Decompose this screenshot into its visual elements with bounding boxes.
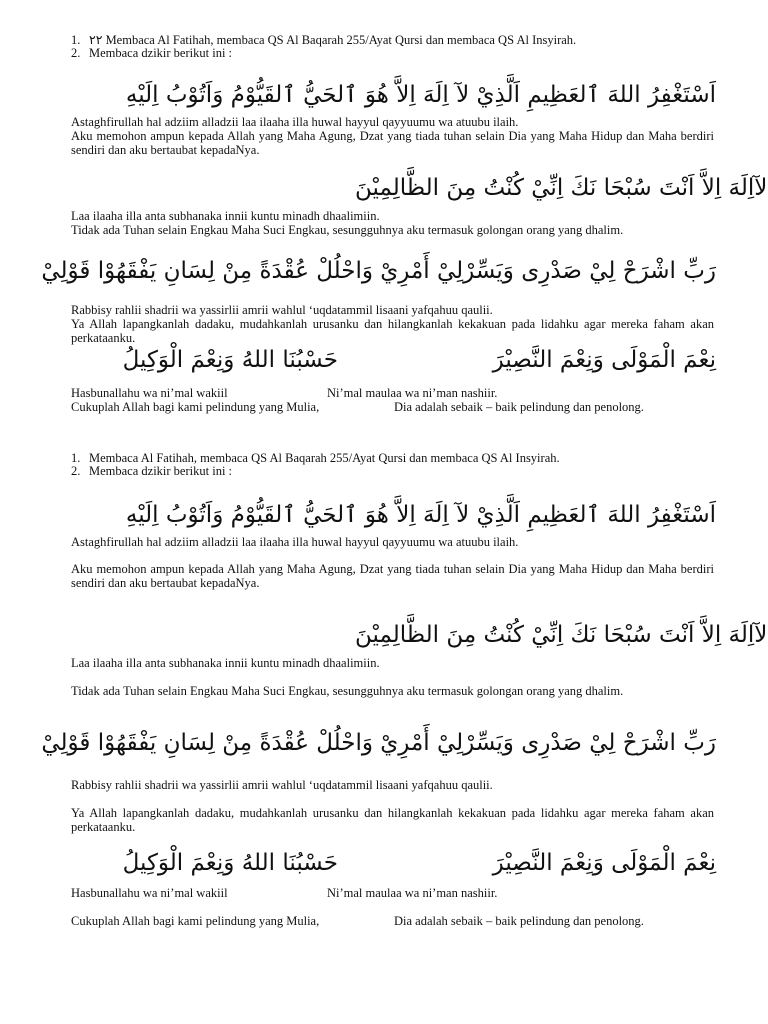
translation-hasbunallah: Cukuplah Allah bagi kami pelindung yang Mulia, xyxy=(71,400,320,414)
translation-hasbunallah: Cukuplah Allah bagi kami pelindung yang Mulia, xyxy=(71,914,320,928)
arabic-istighfar: اَسْتَغْفِرُ اللهَ ٱلعَظِيمِ اَلَّذِيْ لآ اِلَهَ اِلاَّ هُوَ ٱلحَيُّ ٱلقَيُّوْمُ وَاَتُوْبُ اِلَيْهِ xyxy=(125,502,716,528)
translation-rabbisyrah: Ya Allah lapangkanlah dadaku, mudahkanlah urusanku dan hilangkanlah kekakuan pada lidahku agar mereka faham akan perkataanku. xyxy=(71,317,714,345)
translation-tahlil: Tidak ada Tuhan selain Engkau Maha Suci Engkau, sesungguhnya aku termasuk golongan orang yang dhalim. xyxy=(71,223,624,237)
translation-nimal-maula: Dia adalah sebaik – baik pelindung dan penolong. xyxy=(394,400,644,414)
translation-istighfar: Aku memohon ampun kepada Allah yang Maha Agung, Dzat yang tiada tuhan selain Dia yang Maha Hidup dan Maha berdiri sendiri dan aku bertaubat kepadaNya. xyxy=(71,129,714,157)
arabic-hasbunallah: حَسْبُنَا اللهُ وَنِعْمَ الْوَكِيلُ xyxy=(122,347,338,373)
list-item-2 xyxy=(71,464,714,478)
latin-tahlil: Laa ilaaha illa anta subhanaka innii kuntu minadh dhaalimiin. xyxy=(71,656,380,670)
latin-nimal-maula: Ni’mal maulaa wa ni’man nashiir. xyxy=(327,386,498,400)
list-item-1 xyxy=(71,451,714,465)
arabic-tahlil: لآاِلَهَ اِلاَّ اَنْتَ سُبْحَا نَكَ اِنِّيْ كُنْتُ مِنَ الظَّالِمِيْنَ xyxy=(355,175,768,201)
latin-nimal-maula: Ni’mal maulaa wa ni’man nashiir. xyxy=(327,886,498,900)
arabic-istighfar: اَسْتَغْفِرُ اللهَ ٱلعَظِيمِ اَلَّذِيْ لآ اِلَهَ اِلاَّ هُوَ ٱلحَيُّ ٱلقَيُّوْمُ وَاَتُوْبُ اِلَيْهِ xyxy=(125,82,716,108)
translation-tahlil: Tidak ada Tuhan selain Engkau Maha Suci Engkau, sesungguhnya aku termasuk golongan orang yang dhalim. xyxy=(71,684,624,698)
list-number: 2. xyxy=(71,464,81,478)
list-item-2 xyxy=(71,46,714,60)
latin-rabbisyrah: Rabbisy rahlii shadrii wa yassirlii amrii wahlul ‘uqdatammil lisaani yafqahuu qaulii. xyxy=(71,778,493,792)
arabic-hasbunallah: حَسْبُنَا اللهُ وَنِعْمَ الْوَكِيلُ xyxy=(122,850,338,876)
list-number: 2. xyxy=(71,46,81,60)
translation-rabbisyrah: Ya Allah lapangkanlah dadaku, mudahkanlah urusanku dan hilangkanlah kekakuan pada lidahku agar mereka faham akan perkataanku. xyxy=(71,806,714,834)
list-item-1 xyxy=(71,33,714,47)
list-text: Membaca dzikir berikut ini : xyxy=(89,464,233,478)
latin-istighfar: Astaghfirullah hal adziim alladzii laa ilaaha illa huwal hayyul qayyuumu wa atuubu ilaih. xyxy=(71,115,519,129)
latin-istighfar: Astaghfirullah hal adziim alladzii laa ilaaha illa huwal hayyul qayyuumu wa atuubu ilaih. xyxy=(71,535,519,549)
latin-hasbunallah: Hasbunallahu wa ni’mal wakiil xyxy=(71,386,228,400)
list-number: 1. xyxy=(71,451,81,465)
list-text: Membaca Al Fatihah, membaca QS Al Baqarah 255/Ayat Qursi dan membaca QS Al Insyirah. xyxy=(89,451,560,465)
arabic-nimal-maula: نِعْمَ الْمَوْلَى وَنِعْمَ النَّصِيْرَ xyxy=(492,850,716,876)
arabic-tahlil: لآاِلَهَ اِلاَّ اَنْتَ سُبْحَا نَكَ اِنِّيْ كُنْتُ مِنَ الظَّالِمِيْنَ xyxy=(355,622,768,648)
list-number: 1. xyxy=(71,33,81,47)
latin-rabbisyrah: Rabbisy rahlii shadrii wa yassirlii amrii wahlul ‘uqdatammil lisaani yafqahuu qaulii. xyxy=(71,303,493,317)
translation-nimal-maula: Dia adalah sebaik – baik pelindung dan penolong. xyxy=(394,914,644,928)
list-text: Membaca dzikir berikut ini : xyxy=(89,46,233,60)
translation-istighfar: Aku memohon ampun kepada Allah yang Maha Agung, Dzat yang tiada tuhan selain Dia yang Maha Hidup dan Maha berdiri sendiri dan aku bertaubat kepadaNya. xyxy=(71,562,714,590)
arabic-rabbisyrah: رَبِّ اشْرَحْ لِيْ صَدْرِى وَيَسِّرْلِيْ أَمْرِيْ وَاحْلُلْ عُقْدَةً مِنْ لِسَانِ يَفْقَهُوْا قَوْلِيْ xyxy=(41,730,716,756)
arabic-rabbisyrah: رَبِّ اشْرَحْ لِيْ صَدْرِى وَيَسِّرْلِيْ أَمْرِيْ وَاحْلُلْ عُقْدَةً مِنْ لِسَانِ يَفْقَهُوْا قَوْلِيْ xyxy=(41,258,716,284)
list-text: ٢٢ Membaca Al Fatihah, membaca QS Al Baqarah 255/Ayat Qursi dan membaca QS Al Insyirah. xyxy=(89,33,577,47)
latin-hasbunallah: Hasbunallahu wa ni’mal wakiil xyxy=(71,886,228,900)
arabic-nimal-maula: نِعْمَ الْمَوْلَى وَنِعْمَ النَّصِيْرَ xyxy=(492,347,716,373)
latin-tahlil: Laa ilaaha illa anta subhanaka innii kuntu minadh dhaalimiin. xyxy=(71,209,380,223)
